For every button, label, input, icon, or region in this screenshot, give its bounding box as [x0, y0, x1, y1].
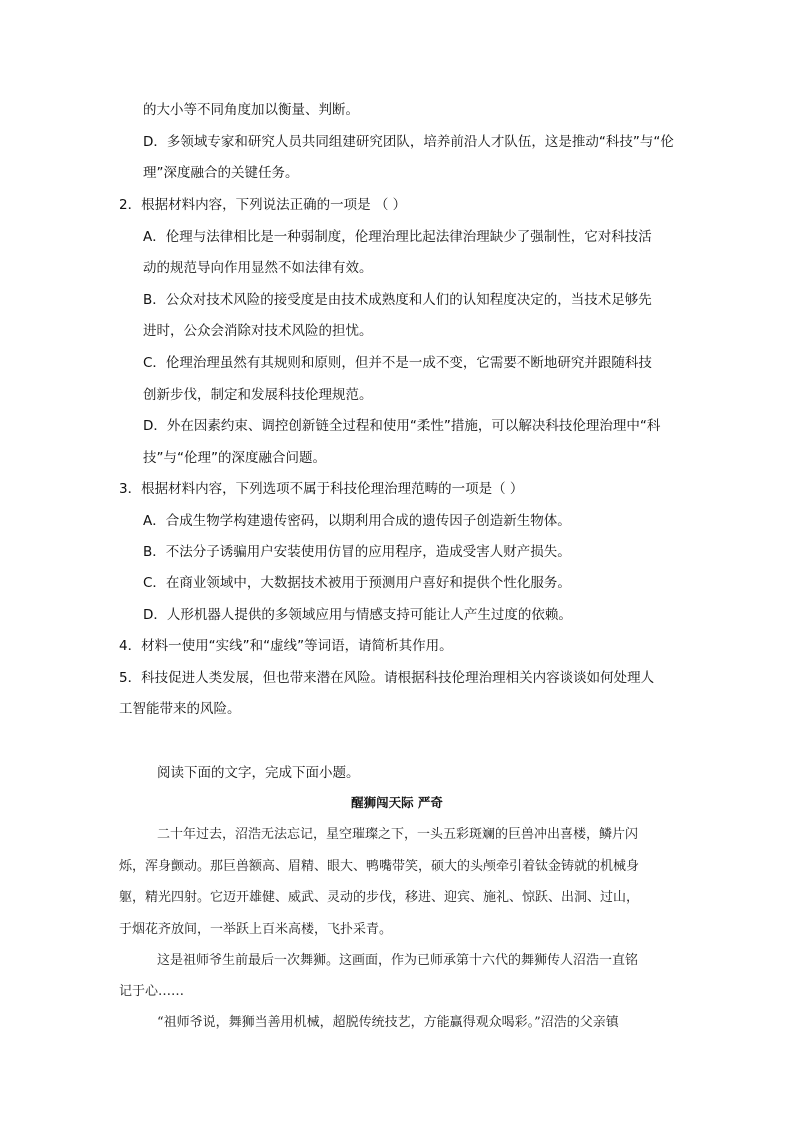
story-line: 烁，浑身颤动。那巨兽额高、眉精、眼大、鸭嘴带笑，硕大的头颅牵引着钛金铸就的机械身 — [119, 859, 640, 874]
question-3: 3．根据材料内容，下列选项不属于科技伦理治理范畴的一项是（ ） — [119, 481, 524, 497]
question-2: 2．根据材料内容，下列说法正确的一项是 （ ） — [119, 197, 407, 213]
text-line: 进时，公众会消除对技术风险的担忧。 — [143, 323, 373, 339]
text-line: C．伦理治理虽然有其规则和原则，但并不是一成不变，它需要不断地研究并跟随科技 — [143, 355, 652, 371]
story-line: 这是祖师爷生前最后一次舞狮。这画面，作为已师承第十六代的舞狮传人沼浩一直铭 — [157, 953, 639, 968]
story-line: 于烟花齐放间，一举跃上百米高楼，飞扑采青。 — [119, 922, 393, 937]
text-line: 的大小等不同角度加以衡量、判断。 — [143, 102, 359, 118]
reading-instruction: 阅读下面的文字，完成下面小题。 — [157, 765, 360, 781]
text-line: 理”深度融合的关键任务。 — [143, 165, 299, 181]
text-line: D．外在因素约束、调控创新链全过程和使用“柔性”措施，可以解决科技伦理治理中“科 — [143, 418, 661, 434]
text-line: A．合成生物学构建遗传密码，以期利用合成的遗传因子创造新生物体。 — [143, 513, 571, 529]
story-title: 醒狮闯天际 严奇 — [351, 795, 443, 810]
story-line: “祖师爷说，舞狮当善用机械，超脱传统技艺，方能赢得观众喝彩。”沼浩的父亲镇 — [157, 1015, 619, 1030]
story-line: 躯，精光四射。它迈开雄健、威武、灵动的步伐，移进、迎宾、施礼、惊跃、出洞、过山， — [119, 890, 640, 905]
question-5: 5．科技促进人类发展，但也带来潜在风险。请根据科技伦理治理相关内容谈谈如何处理人 — [119, 670, 655, 686]
text-line: 技”与“伦理”的深度融合问题。 — [143, 450, 326, 466]
text-line: 动的规范导向作用显然不如法律有效。 — [143, 260, 373, 276]
story-line: 二十年过去，沼浩无法忘记，星空璀璨之下，一头五彩斑斓的巨兽冲出喜楼，鳞片闪 — [157, 827, 639, 842]
text-line: C．在商业领域中，大数据技术被用于预测用户喜好和提供个性化服务。 — [143, 575, 571, 591]
text-line: D．人形机器人提供的多领域应用与情感支持可能让人产生过度的依赖。 — [143, 607, 572, 623]
text-line: 工智能带来的风险。 — [119, 701, 241, 717]
text-line: B．公众对技术风险的接受度是由技术成熟度和人们的认知程度决定的，当技术足够先 — [143, 292, 652, 308]
text-line: A．伦理与法律相比是一种弱制度，伦理治理比起法律治理缺少了强制性，它对科技活 — [143, 229, 652, 245]
text-line: B．不法分子诱骗用户安装使用仿冒的应用程序，造成受害人财产损失。 — [143, 544, 571, 560]
text-line: D．多领域专家和研究人员共同组建研究团队，培养前沿人才队伍，这是推动“科技”与“伦 — [143, 134, 674, 150]
question-4: 4．材料一使用“实线”和“虚线”等词语，请简析其作用。 — [119, 638, 453, 654]
text-line: 创新步伐，制定和发展科技伦理规范。 — [143, 387, 373, 403]
story-line: 记于心…… — [119, 984, 185, 999]
